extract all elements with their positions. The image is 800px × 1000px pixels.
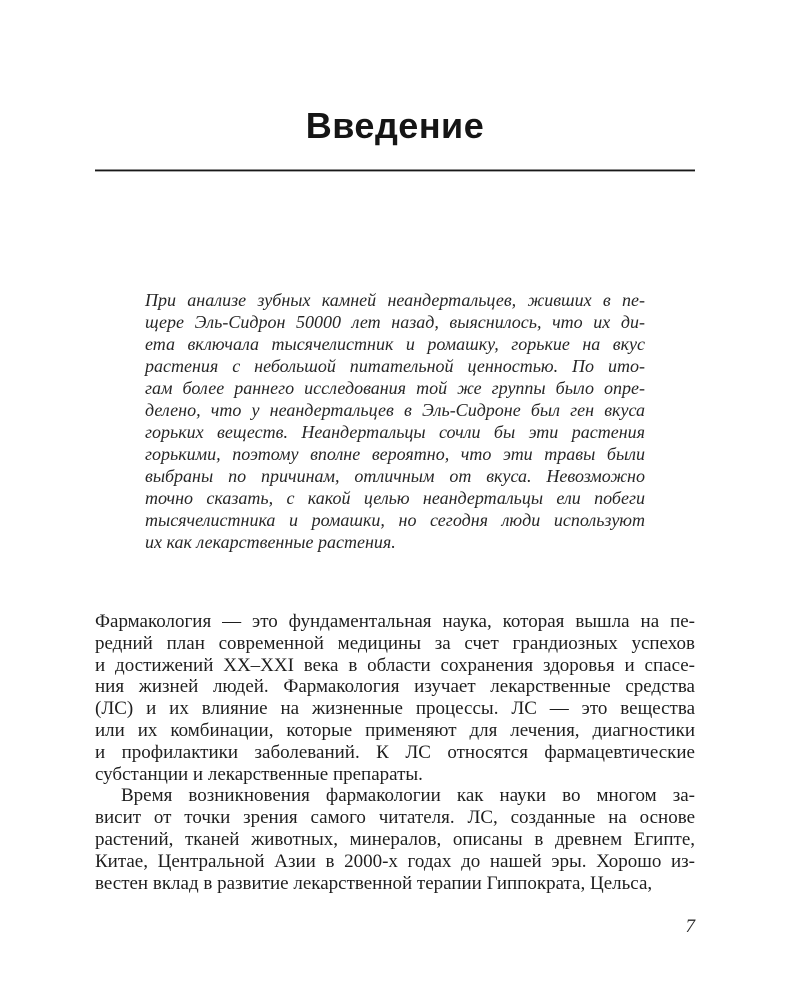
text-line: гам более раннего исследования той же группы было опре- [145, 378, 645, 398]
text-line: тысячелистника и ромашки, но сегодня люди используют [145, 510, 645, 530]
text-line: субстанции и лекарственные препараты. [95, 763, 423, 785]
text-line: Время возникновения фармакологии как науки во многом за- [121, 785, 695, 807]
title-rule [95, 169, 695, 172]
chapter-title: Введение [305, 105, 485, 146]
text-line: растения с небольшой питательной ценностью. По ито- [145, 356, 645, 376]
text-line: и достижений XX–XXI века в области сохранения здоровья и спасе- [95, 654, 695, 676]
paragraph-1 [95, 611, 695, 785]
text-line: или их комбинации, которые применяют для лечения, диагностики [95, 719, 695, 741]
text-line: делено, что у неандертальцев в Эль-Сидроне был ген вкуса [145, 400, 645, 420]
text-line: Фармакология — это фундаментальная наука, которая вышла на пе- [95, 611, 695, 632]
text-line: вестен вклад в развитие лекарственной терапии Гиппократа, Цельса, [95, 872, 653, 894]
text-line: висит от точки зрения самого читателя. ЛС, созданные на основе [95, 807, 695, 829]
text-line: точно сказать, с какой целью неандертальцы ели побеги [145, 488, 645, 508]
text-line: растений, тканей животных, минералов, описаны в древнем Египте, [95, 828, 695, 850]
text-line: щере Эль-Сидрон 50000 лет назад, выяснилось, что их ди- [145, 312, 645, 332]
text-line: (ЛС) и их влияние на жизненные процессы. ЛС — это вещества [95, 698, 695, 720]
text-line: горьких веществ. Неандертальцы сочли бы эти растения [145, 422, 645, 442]
text-line: и профилактики заболеваний. К ЛС относятся фармацевтические [95, 741, 695, 763]
text-line: выбраны по причинам, отличным от вкуса. Невозможно [145, 466, 645, 486]
text-line: их как лекарственные растения. [145, 532, 396, 552]
text-line: ета включала тысячелистник и ромашку, горькие на вкус [145, 334, 645, 354]
text-line: При анализе зубных камней неандертальцев, живших в пе- [145, 290, 645, 310]
text-line: Китае, Центральной Азии в 2000-х годах до нашей эры. Хорошо из- [95, 850, 695, 872]
page-number: 7 [685, 916, 695, 938]
text-line: ния жизней людей. Фармакология изучает лекарственные средства [95, 676, 695, 698]
text-line: горькими, поэтому вполне вероятно, что эти травы были [145, 444, 645, 464]
text-line: редний план современной медицины за счет грандиозных успехов [95, 632, 695, 654]
epigraph [95, 289, 695, 553]
paragraph-2 [95, 785, 695, 894]
body-text [95, 611, 695, 894]
text-block [95, 0, 695, 938]
